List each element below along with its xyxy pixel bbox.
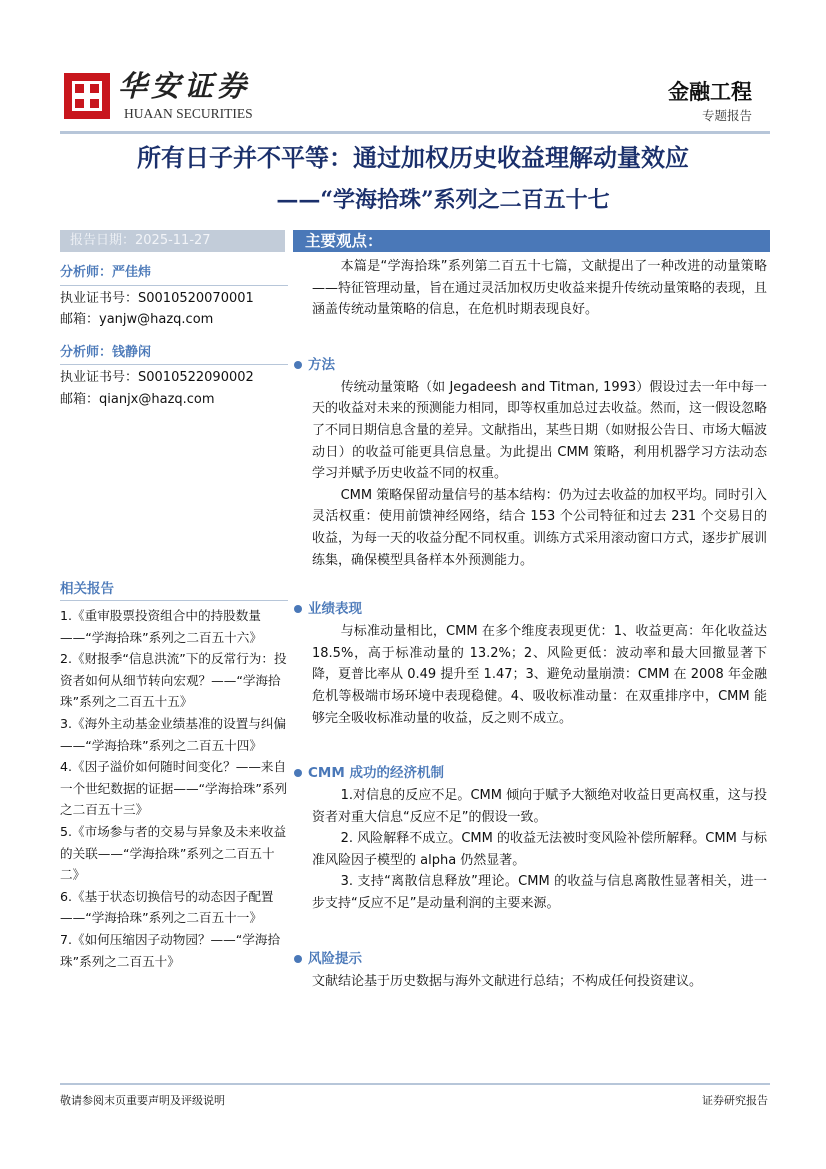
footer-divider — [60, 1083, 770, 1085]
logo-english: HUAAN SECURITIES — [124, 106, 253, 121]
department-label: 金融工程 — [668, 80, 752, 104]
paragraph: CMM 策略保留动量信号的基本结构：仍为过去收益的加权平均。同时引入灵活权重：使用前馈神经网络，结合 153 个公司特征和过去 231 个交易日的收益，为每一天的收益分配不同权重。训练方式采用滚动窗口方式，逐步扩展训练集，确保模型具备样本外预测能力。 — [312, 487, 768, 568]
footer-disclaimer: 敬请参阅末页重要声明及评级说明 — [60, 1094, 225, 1107]
related-report-link[interactable]: 4.《因子溢价如何随时间变化？——来自一个世纪数据的证据——“学海拾珠”系列之二百五十三》 — [60, 759, 288, 818]
page-title: 所有日子并不平等：通过加权历史收益理解动量效应 — [137, 143, 689, 172]
bullet-icon — [294, 769, 302, 777]
related-reports-title: 相关报告 — [60, 581, 114, 597]
paragraph: 传统动量策略（如 Jegadeesh and Titman, 1993）假设过去一年中每一天的收益对未来的预测能力相同，即等权重加总过去收益。然而，这一假设忽略了不同日期信息含量的差异。文献指出，某些日期（如财报公告日、市场大幅波动日）的收益可能更具信息量。为此提出 CMM 策略，利用机器学习方法动态学习并赋予历史收益不同的权重。 — [312, 379, 768, 482]
section-heading-mechanism — [294, 761, 767, 785]
bullet-icon — [294, 361, 302, 369]
paragraph: 3. 支持“离散信息释放”理论。CMM 的收益与信息离散性显著相关，进一步支持“反应不足”是动量利润的主要来源。 — [312, 874, 767, 912]
paragraph: 2. 风险解释不成立。CMM 的收益无法被时变风险补偿所解释。CMM 与标准风险因子模型的 alpha 仍然显著。 — [312, 831, 767, 868]
header-divider — [60, 131, 770, 134]
section-heading-performance — [294, 597, 767, 621]
paragraph: 文献结论基于历史数据与海外文献进行总结；不构成任何投资建议。 — [312, 973, 703, 989]
main-content — [308, 256, 768, 992]
analyst-name: 分析师：严佳炜 — [60, 265, 152, 280]
related-report-link[interactable]: 1.《重审股票投资组合中的持股数量——“学海拾珠”系列之二百五十六》 — [60, 608, 262, 645]
page-subtitle: ——“学海拾珠”系列之二百五十七 — [276, 187, 610, 213]
divider — [60, 364, 288, 365]
related-report-link[interactable]: 3.《海外主动基金业绩基准的设置与纠偏——“学海拾珠”系列之二百五十四》 — [60, 715, 287, 753]
divider — [60, 600, 288, 601]
paragraph: 1.对信息的反应不足。CMM 倾向于赋予大额绝对收益日更高权重，这与投资者对重大信息“反应不足”的假设一致。 — [312, 788, 767, 825]
doc-type-label: 专题报告 — [701, 108, 752, 123]
analyst-name: 分析师：钱静闲 — [60, 344, 152, 360]
main-points-header: 主要观点： — [293, 230, 770, 252]
related-reports — [60, 579, 288, 972]
analyst-cert: 执业证书号：S0010520070001 — [60, 290, 254, 306]
intro-paragraph: 本篇是“学海拾珠”系列第二百五十七篇，文献提出了一种改进的动量策略——特征管理动量，旨在通过灵活加权历史收益来提升传统动量策略的表现，且涵盖传统动量策略的信息，在危机时期表现良好。 — [312, 259, 768, 318]
section-heading-method — [294, 353, 767, 377]
section-title: 方法 — [308, 356, 335, 373]
section-title: CMM 成功的经济机制 — [308, 765, 444, 782]
analyst — [60, 262, 288, 331]
section-heading-risk — [294, 947, 767, 971]
analyst-email[interactable]: 邮箱：qianjx@hazq.com — [60, 391, 215, 407]
analyst — [60, 342, 288, 411]
logo-chinese: 华安证券 — [118, 69, 251, 103]
related-report-link[interactable]: 7.《如何压缩因子动物园？——“学海拾珠”系列之二百五十》 — [60, 931, 281, 969]
section-title: 风险提示 — [308, 950, 362, 967]
analyst-email[interactable]: 邮箱：yanjw@hazq.com — [60, 312, 214, 328]
analyst-cert: 执业证书号：S0010522090002 — [60, 370, 254, 386]
bullet-icon — [294, 955, 302, 963]
related-report-link[interactable]: 2.《财报季“信息洪流”下的反常行为：投资者如何从细节转向宏观？——“学海拾珠”系列之二百五十五》 — [60, 651, 287, 710]
footer-label: 证券研究报告 — [702, 1094, 768, 1107]
section-title: 业绩表现 — [308, 601, 362, 618]
divider — [60, 285, 288, 286]
report-date: 报告日期：2025-11-27 — [60, 230, 285, 252]
related-report-link[interactable]: 6.《基于状态切换信号的动态因子配置——“学海拾珠”系列之二百五十一》 — [60, 888, 274, 926]
related-report-link[interactable]: 5.《市场参与者的交易与异象及未来收益的关联——“学海拾珠”系列之二百五十二》 — [60, 823, 287, 883]
paragraph: 与标准动量相比，CMM 在多个维度表现更优：1、收益更高：年化收益达 18.5%，高于标准动量的 13.2%；2、风险更低：波动率和最大回撤显著下降，夏普比率从 0.49 提升至 1.47；3、避免动量崩溃：CMM 在 2008 年金融危机等极端市场环境中表现稳健。4、吸收标准动量：在双重排序中，CMM 能够完全吸收标准动量的收益，反之则不成立。 — [312, 624, 767, 726]
huaan-logo-icon — [64, 73, 110, 119]
bullet-icon — [294, 605, 302, 613]
analyst-panel — [60, 262, 288, 411]
